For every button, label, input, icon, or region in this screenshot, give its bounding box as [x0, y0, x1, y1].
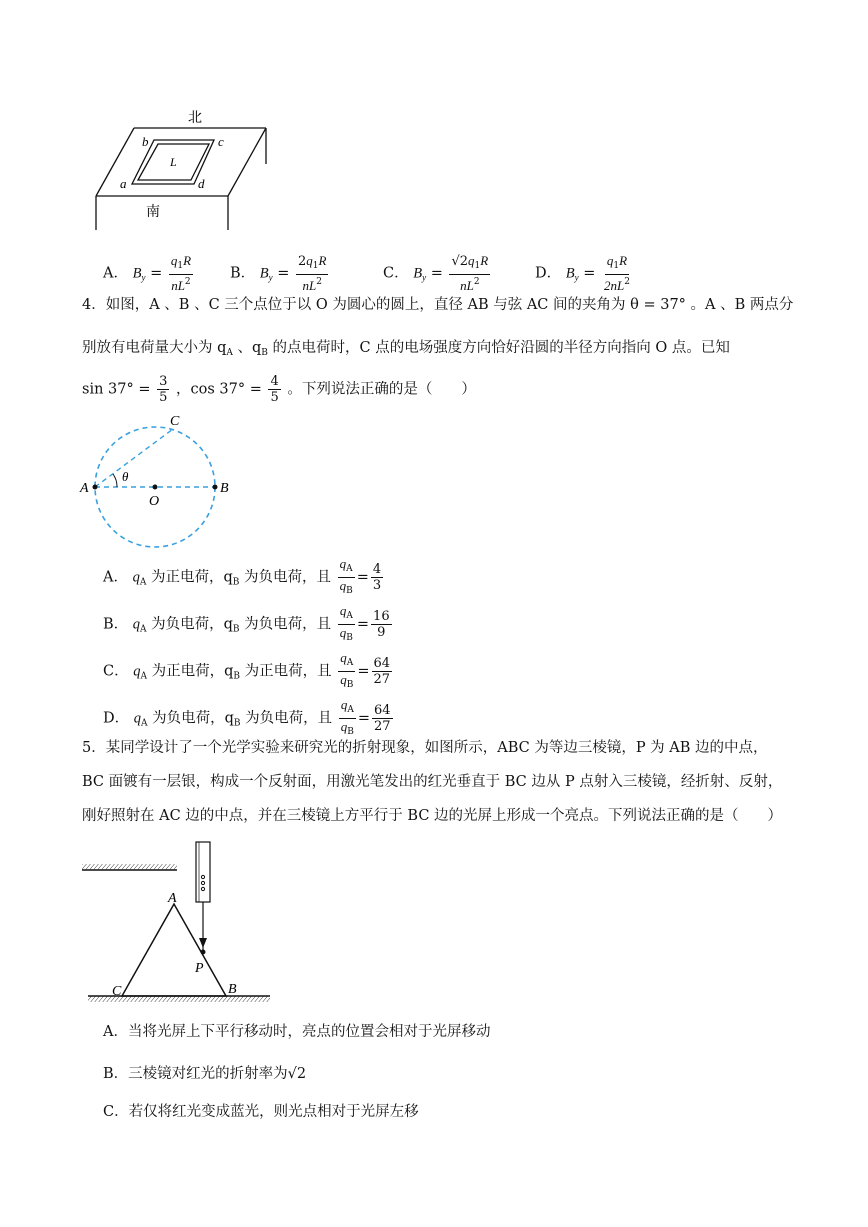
circle-figure	[75, 408, 245, 553]
q5-option-b[interactable]: B．三棱镜对红光的折射率为√2	[103, 1066, 307, 1082]
prism-vertex-b: B	[228, 982, 237, 997]
angle-theta: θ	[122, 469, 129, 484]
q4-option-d[interactable]: D． $q_A$ 为负电荷，$q_B$ 为负电荷，且 $\frac{q_A}{q_B}$ = $\frac{64}{27}$	[103, 697, 391, 737]
q3-option-b[interactable]: B． $B_y$ = $\frac{2q_1R}{nL^2}$	[230, 253, 327, 293]
prism-figure	[80, 838, 280, 1010]
point-a: A	[80, 481, 89, 496]
corner-d: d	[198, 176, 205, 191]
point-p: P	[195, 961, 204, 976]
north-label: 北	[188, 111, 202, 126]
q4-line1: 4．如图，A 、B 、C 三个点位于以 O 为圆心的圆上，直径 AB 与弦 AC 间的夹角为 θ = 37° 。A 、B 两点分	[82, 297, 794, 313]
corner-a: a	[120, 176, 127, 191]
prism-vertex-c: C	[112, 984, 122, 999]
magnetic-loop-figure	[90, 100, 280, 260]
q3-option-c[interactable]: C． $B_y$ = $\frac{√2q_1R}{nL^2}$	[383, 253, 489, 293]
q4-line2: 别放有电荷量大小为 $q_A$ 、$q_B$ 的点电荷时，C 点的电场强度方向恰好沿圆的半径方向指向 O 点。已知	[82, 340, 730, 358]
q5-option-c[interactable]: C．若仅将红光变成蓝光，则光点相对于光屏左移	[103, 1104, 419, 1120]
corner-b: b	[142, 134, 149, 149]
loop-label: L	[170, 155, 177, 169]
q5-option-a[interactable]: A．当将光屏上下平行移动时，亮点的位置会相对于光屏移动	[103, 1024, 491, 1040]
q4-option-b[interactable]: B． $q_A$ 为负电荷，$q_B$ 为负电荷，且 $\frac{q_A}{q_B}$ = $\frac{16}{9}$	[103, 603, 390, 643]
point-c: C	[170, 414, 180, 429]
corner-c: c	[218, 134, 224, 149]
point-o: O	[149, 494, 160, 509]
q3-option-d[interactable]: D． $B_y$ = $\frac{q_1R}{2nL^2}$	[535, 253, 630, 293]
q3-option-a[interactable]: A． $B_y$ = $\frac{q_1R}{nL^2}$	[103, 253, 192, 293]
south-label: 南	[146, 205, 160, 220]
q4-line3: sin 37° = $\frac{3}{5}$ ，cos 37° = $\frac{4}{5}$ 。下列说法正确的是（ ）	[82, 374, 476, 405]
q5-line3: 刚好照射在 AC 边的中点，并在三棱镜上方平行于 BC 边的光屏上形成一个亮点。下列说法正确的是（ ）	[82, 808, 783, 824]
q5-line2: BC 面镀有一层银，构成一个反射面，用激光笔发出的红光垂直于 BC 边从 P 点射入三棱镜，经折射、反射，	[82, 774, 783, 790]
point-b: B	[220, 481, 229, 496]
q4-option-c[interactable]: C． $q_A$ 为正电荷，$q_B$ 为正电荷，且 $\frac{q_A}{q_B}$ = $\frac{64}{27}$	[103, 650, 391, 690]
q4-option-a[interactable]: A． $q_A$ 为正电荷，$q_B$ 为负电荷，且 $\frac{q_A}{q_B}$ = $\frac{4}{3}$	[103, 556, 382, 596]
prism-vertex-a: A	[168, 891, 177, 906]
q5-line1: 5．某同学设计了一个光学实验来研究光的折射现象，如图所示，ABC 为等边三棱镜，P 为 AB 边的中点，	[82, 740, 768, 756]
